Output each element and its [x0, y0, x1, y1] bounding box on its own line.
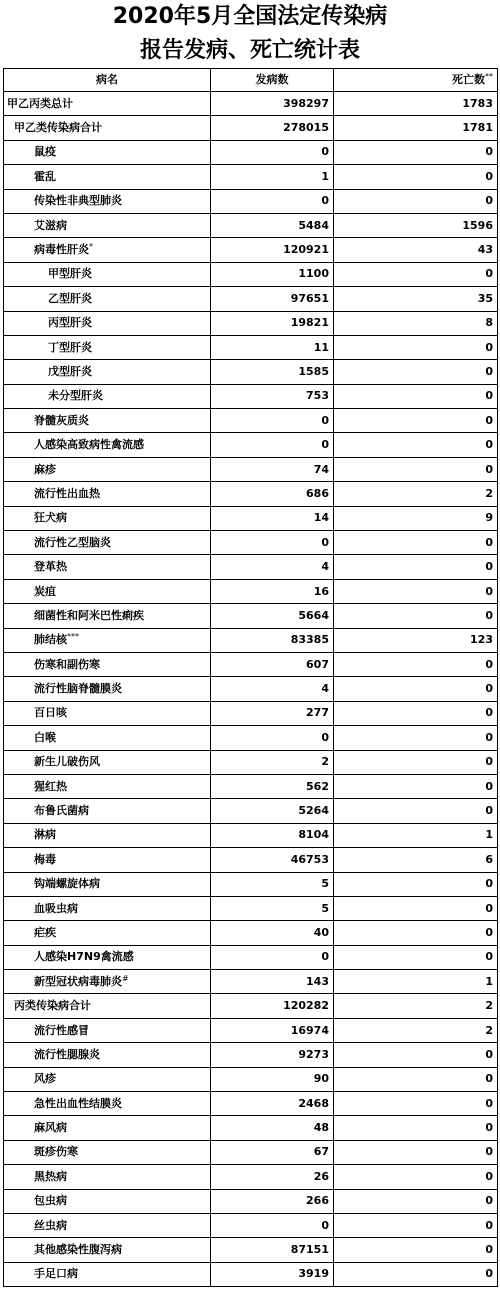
cases-cell: 74 [211, 457, 334, 481]
table-row [4, 409, 498, 433]
deaths-cell: 0 [334, 165, 498, 189]
table-row [4, 604, 498, 628]
deaths-cell: 0 [334, 457, 498, 481]
disease-name-cell [4, 531, 211, 555]
disease-name: 登革热 [34, 560, 67, 574]
deaths-cell: 2 [334, 482, 498, 506]
cases-cell: 0 [211, 531, 334, 555]
cases-cell: 4 [211, 555, 334, 579]
disease-name: 流行性感冒 [34, 1023, 89, 1037]
cases-cell: 1 [211, 165, 334, 189]
report-title-line1: 2020年5月全国法定传染病 [112, 4, 388, 29]
disease-name: 其他感染性腹泻病 [34, 1243, 122, 1257]
disease-name-cell [4, 1067, 211, 1091]
disease-name: 钩端螺旋体病 [34, 877, 100, 891]
cases-cell: 1585 [211, 360, 334, 384]
cases-cell: 67 [211, 1140, 334, 1164]
deaths-cell: 0 [334, 433, 498, 457]
deaths-cell: 1 [334, 970, 498, 994]
disease-name: 麻疹 [34, 462, 56, 476]
disease-name-cell [4, 409, 211, 433]
cases-cell: 278015 [211, 116, 334, 140]
table-row [4, 896, 498, 920]
table-row [4, 384, 498, 408]
disease-name: 丁型肝炎 [48, 340, 92, 354]
cases-cell: 3919 [211, 1262, 334, 1286]
disease-name-cell [4, 1140, 211, 1164]
disease-name: 丝虫病 [34, 1218, 67, 1232]
disease-name: 戊型肝炎 [48, 364, 92, 378]
disease-name-cell [4, 92, 211, 116]
table-row [4, 287, 498, 311]
deaths-cell: 0 [334, 384, 498, 408]
disease-name-cell [4, 335, 211, 359]
disease-name-cell [4, 579, 211, 603]
deaths-cell: 43 [334, 238, 498, 262]
table-row [4, 994, 498, 1018]
disease-name-cell [4, 872, 211, 896]
cases-cell: 9273 [211, 1043, 334, 1067]
deaths-cell: 0 [334, 726, 498, 750]
deaths-cell: 0 [334, 579, 498, 603]
table-header-row [4, 69, 498, 92]
disease-name-cell [4, 726, 211, 750]
cases-cell: 8104 [211, 823, 334, 847]
deaths-cell: 0 [334, 1043, 498, 1067]
disease-name-cell [4, 1092, 211, 1116]
table-row [4, 165, 498, 189]
table-row [4, 726, 498, 750]
deaths-cell: 0 [334, 701, 498, 725]
table-row [4, 1165, 498, 1189]
table-row [4, 750, 498, 774]
cases-cell: 87151 [211, 1238, 334, 1262]
table-row [4, 360, 498, 384]
disease-name: 新生儿破伤风 [34, 755, 100, 769]
cases-cell: 14 [211, 506, 334, 530]
report-title-line2: 报告发病、死亡统计表 [139, 38, 360, 63]
cases-cell: 398297 [211, 92, 334, 116]
disease-name-cell [4, 1116, 211, 1140]
deaths-cell: 0 [334, 604, 498, 628]
disease-name: 乙型肝炎 [48, 291, 92, 305]
cases-cell: 277 [211, 701, 334, 725]
cases-cell: 5484 [211, 213, 334, 237]
disease-name-cell [4, 1213, 211, 1237]
header-cases: 发病数 [211, 69, 334, 92]
cases-cell: 48 [211, 1116, 334, 1140]
table-row [4, 774, 498, 798]
disease-name-cell [4, 165, 211, 189]
disease-name: 炭疽 [34, 584, 56, 598]
deaths-cell: 0 [334, 409, 498, 433]
cases-cell: 753 [211, 384, 334, 408]
disease-name-cell [4, 555, 211, 579]
deaths-cell: 0 [334, 1140, 498, 1164]
table-row [4, 311, 498, 335]
disease-name-cell [4, 848, 211, 872]
cases-cell: 5 [211, 872, 334, 896]
table-row [4, 506, 498, 530]
deaths-cell: 0 [334, 360, 498, 384]
table-row [4, 823, 498, 847]
disease-name-cell [4, 506, 211, 530]
disease-name-cell [4, 945, 211, 969]
disease-name: 急性出血性结膜炎 [34, 1096, 122, 1110]
disease-name-cell [4, 799, 211, 823]
cases-cell: 90 [211, 1067, 334, 1091]
cases-cell: 40 [211, 921, 334, 945]
cases-cell: 562 [211, 774, 334, 798]
table-row [4, 1116, 498, 1140]
disease-name-cell [4, 360, 211, 384]
cases-cell: 2 [211, 750, 334, 774]
cases-cell: 1100 [211, 262, 334, 286]
cases-cell: 0 [211, 1213, 334, 1237]
table-row [4, 1189, 498, 1213]
deaths-cell: 0 [334, 189, 498, 213]
header-deaths-label: 死亡数 [452, 73, 485, 86]
cases-cell: 5 [211, 896, 334, 920]
footnote-mark: * [89, 242, 93, 252]
table-row [4, 921, 498, 945]
deaths-cell: 0 [334, 799, 498, 823]
table-row [4, 848, 498, 872]
deaths-cell: 1781 [334, 116, 498, 140]
table-row [4, 335, 498, 359]
table-row [4, 1067, 498, 1091]
cases-cell: 5264 [211, 799, 334, 823]
cases-cell: 83385 [211, 628, 334, 652]
disease-name-cell [4, 677, 211, 701]
deaths-cell: 0 [334, 1262, 498, 1286]
table-row [4, 457, 498, 481]
deaths-cell: 0 [334, 677, 498, 701]
deaths-cell: 1783 [334, 92, 498, 116]
deaths-cell: 1596 [334, 213, 498, 237]
disease-name-cell [4, 189, 211, 213]
table-row [4, 1140, 498, 1164]
disease-name-cell [4, 433, 211, 457]
disease-name: 流行性出血热 [34, 486, 100, 500]
disease-name: 甲乙丙类总计 [7, 96, 73, 110]
table-row [4, 872, 498, 896]
disease-name-cell [4, 750, 211, 774]
disease-name-cell [4, 823, 211, 847]
disease-name-cell [4, 701, 211, 725]
disease-name: 新型冠状病毒肺炎 [34, 974, 122, 988]
disease-name: 手足口病 [34, 1267, 78, 1281]
table-row [4, 116, 498, 140]
table-row [4, 213, 498, 237]
deaths-cell: 0 [334, 1213, 498, 1237]
disease-name-cell [4, 262, 211, 286]
disease-name: 流行性脑脊髓膜炎 [34, 682, 122, 696]
disease-name: 肺结核 [34, 633, 67, 647]
deaths-cell: 123 [334, 628, 498, 652]
disease-name-cell [4, 628, 211, 652]
disease-name: 未分型肝炎 [48, 389, 103, 403]
cases-cell: 97651 [211, 287, 334, 311]
disease-name: 传染性非典型肺炎 [34, 194, 122, 208]
deaths-cell: 0 [334, 1238, 498, 1262]
table-row [4, 189, 498, 213]
disease-name: 细菌性和阿米巴性痢疾 [34, 608, 144, 622]
disease-name: 布鲁氏菌病 [34, 804, 89, 818]
disease-name-cell [4, 921, 211, 945]
deaths-cell: 0 [334, 335, 498, 359]
deaths-cell: 0 [334, 1092, 498, 1116]
deaths-cell: 0 [334, 750, 498, 774]
cases-cell: 607 [211, 652, 334, 676]
disease-name-cell [4, 604, 211, 628]
disease-name-cell [4, 482, 211, 506]
table-row [4, 628, 498, 652]
deaths-cell: 0 [334, 945, 498, 969]
table-row [4, 531, 498, 555]
table-row [4, 482, 498, 506]
deaths-cell: 8 [334, 311, 498, 335]
disease-name-cell [4, 457, 211, 481]
disease-name: 鼠疫 [34, 145, 56, 159]
cases-cell: 0 [211, 945, 334, 969]
deaths-cell: 0 [334, 555, 498, 579]
header-deaths [334, 69, 498, 92]
disease-name: 人感染H7N9禽流感 [34, 950, 134, 964]
disease-name: 丙型肝炎 [48, 316, 92, 330]
table-row [4, 1018, 498, 1042]
deaths-cell: 0 [334, 531, 498, 555]
disease-name: 艾滋病 [34, 218, 67, 232]
disease-name-cell [4, 140, 211, 164]
deaths-cell: 6 [334, 848, 498, 872]
deaths-cell: 2 [334, 994, 498, 1018]
deaths-cell: 1 [334, 823, 498, 847]
cases-cell: 16 [211, 579, 334, 603]
disease-name-cell [4, 311, 211, 335]
disease-name: 伤寒和副伤寒 [34, 657, 100, 671]
disease-name: 斑疹伤寒 [34, 1145, 78, 1159]
table-row [4, 1238, 498, 1262]
cases-cell: 46753 [211, 848, 334, 872]
disease-name-cell [4, 896, 211, 920]
disease-name: 甲型肝炎 [48, 267, 92, 281]
disease-name-cell [4, 1018, 211, 1042]
cases-cell: 120921 [211, 238, 334, 262]
deaths-cell: 0 [334, 921, 498, 945]
disease-name: 黑热病 [34, 1169, 67, 1183]
table-row [4, 677, 498, 701]
table-row [4, 433, 498, 457]
cases-cell: 0 [211, 189, 334, 213]
footnote-mark: # [122, 973, 129, 983]
cases-cell: 0 [211, 433, 334, 457]
disease-name: 猩红热 [34, 779, 67, 793]
deaths-cell: 0 [334, 872, 498, 896]
table-row [4, 579, 498, 603]
cases-cell: 143 [211, 970, 334, 994]
deaths-cell: 0 [334, 1067, 498, 1091]
deaths-cell: 0 [334, 896, 498, 920]
table-row [4, 945, 498, 969]
disease-name: 脊髓灰质炎 [34, 413, 89, 427]
cases-cell: 266 [211, 1189, 334, 1213]
cases-cell: 19821 [211, 311, 334, 335]
disease-name: 梅毒 [34, 852, 56, 866]
disease-name-cell [4, 1238, 211, 1262]
disease-name: 流行性乙型脑炎 [34, 535, 111, 549]
disease-name: 狂犬病 [34, 511, 67, 525]
disease-name-cell [4, 238, 211, 262]
disease-name: 白喉 [34, 730, 56, 744]
disease-name: 人感染高致病性禽流感 [34, 438, 144, 452]
cases-cell: 0 [211, 726, 334, 750]
deaths-cell: 0 [334, 140, 498, 164]
header-disease-name: 病名 [4, 69, 211, 92]
disease-name: 风疹 [34, 1072, 56, 1086]
disease-name-cell [4, 774, 211, 798]
disease-name: 百日咳 [34, 706, 67, 720]
disease-name: 包虫病 [34, 1194, 67, 1208]
table-row [4, 1043, 498, 1067]
cases-cell: 0 [211, 140, 334, 164]
disease-statistics-table [3, 68, 498, 1287]
deaths-cell: 0 [334, 774, 498, 798]
disease-name: 血吸虫病 [34, 901, 78, 915]
deaths-cell: 0 [334, 652, 498, 676]
disease-name-cell [4, 116, 211, 140]
table-row [4, 652, 498, 676]
cases-cell: 0 [211, 409, 334, 433]
disease-name: 流行性腮腺炎 [34, 1047, 100, 1061]
cases-cell: 16974 [211, 1018, 334, 1042]
disease-name-cell [4, 1189, 211, 1213]
disease-name: 霍乱 [34, 169, 56, 183]
deaths-cell: 0 [334, 1189, 498, 1213]
disease-name: 淋病 [34, 828, 56, 842]
cases-cell: 2468 [211, 1092, 334, 1116]
disease-name-cell [4, 994, 211, 1018]
table-row [4, 238, 498, 262]
disease-name: 丙类传染病合计 [14, 999, 91, 1013]
cases-cell: 686 [211, 482, 334, 506]
disease-name-cell [4, 384, 211, 408]
table-row [4, 92, 498, 116]
deaths-cell: 9 [334, 506, 498, 530]
cases-cell: 4 [211, 677, 334, 701]
header-deaths-footnote-mark: ** [485, 72, 493, 81]
deaths-cell: 0 [334, 262, 498, 286]
disease-name-cell [4, 1165, 211, 1189]
table-row [4, 1092, 498, 1116]
disease-name: 疟疾 [34, 925, 56, 939]
disease-name: 麻风病 [34, 1121, 67, 1135]
deaths-cell: 0 [334, 1116, 498, 1140]
cases-cell: 26 [211, 1165, 334, 1189]
table-row [4, 262, 498, 286]
table-row [4, 1262, 498, 1286]
disease-name-cell [4, 652, 211, 676]
cases-cell: 120282 [211, 994, 334, 1018]
deaths-cell: 2 [334, 1018, 498, 1042]
disease-name-cell [4, 1043, 211, 1067]
disease-name: 甲乙类传染病合计 [14, 121, 102, 135]
table-row [4, 799, 498, 823]
disease-name-cell [4, 287, 211, 311]
deaths-cell: 35 [334, 287, 498, 311]
cases-cell: 5664 [211, 604, 334, 628]
deaths-cell: 0 [334, 1165, 498, 1189]
disease-name: 病毒性肝炎 [34, 243, 89, 257]
table-row [4, 555, 498, 579]
disease-name-cell [4, 213, 211, 237]
cases-cell: 11 [211, 335, 334, 359]
disease-name-cell [4, 1262, 211, 1286]
table-row [4, 701, 498, 725]
table-row [4, 140, 498, 164]
table-row [4, 970, 498, 994]
footnote-mark: *** [67, 632, 79, 642]
table-row [4, 1213, 498, 1237]
disease-name-cell [4, 970, 211, 994]
